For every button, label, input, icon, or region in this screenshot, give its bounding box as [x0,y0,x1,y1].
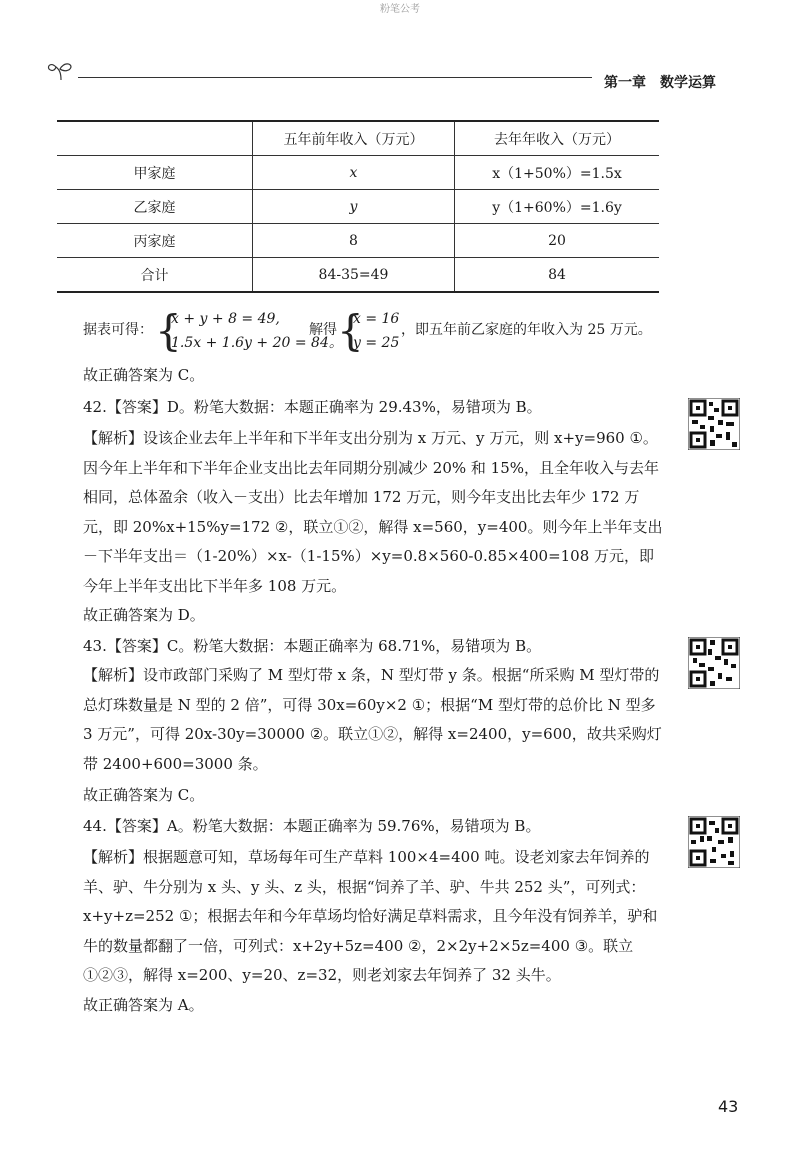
chapter-title: 数学运算 [660,75,716,91]
answer-line: 故正确答案为 C。 [83,786,205,804]
last-income-cell: 20 [455,224,660,258]
system1-line2: 1.5x + 1.6y + 20 = 84。 [171,335,343,351]
question-44-analysis: 【解析】根据题意可知，草场每年可生产草料 100×4=400 吨。设老刘家去年饲养的羊、驴、牛分别为 x 头、y 头、z 头，根据“饲养了羊、驴、牛共 252 头”，可列式：x+y+z=252 ①；根据去年和今年草场均恰好满足草料需求，且今年没有饲养羊，驴和牛的数量都翻了一倍，可列式：x+2y+5z=400 ②，2×2y+2×5z=400 ③。联立①②③，解得 x=200、y=20、z=32，则老刘家去年饲养了 32 头牛。 [83,848,658,984]
question-44-head: 44.【答案】A。粉笔大数据：本题正确率为 59.76%，易错项为 B。 [83,817,541,835]
qr-code-graphic [688,398,740,450]
answer-line: 故正确答案为 A。 [83,996,204,1014]
question-43-head: 43.【答案】C。粉笔大数据：本题正确率为 68.71%，易错项为 B。 [83,637,542,655]
qr-code-graphic [688,637,740,689]
qr-code-icon[interactable] [688,637,740,689]
table-row [57,258,659,293]
qr-code-icon[interactable] [688,398,740,450]
system1-line1: x + y + 8 = 49, [171,311,280,327]
question-42-head: 42.【答案】D。粉笔大数据：本题正确率为 29.43%，易错项为 B。 [83,398,542,416]
left-brace: { [155,306,182,355]
qr-code-icon[interactable] [688,816,740,868]
left-brace: { [337,306,364,355]
question-43-analysis: 【解析】设市政部门采购了 M 型灯带 x 条，N 型灯带 y 条。根据“所采购 M 型灯带的总灯珠数量是 N 型的 2 倍”，可得 30x=60y×2 ①；根据“M 型灯带的总价比 N 型多 3 万元”，可得 20x-30y=30000 ②。联立①②，解得 x=2400，y=600，故共采购灯带 2400+600=3000 条。 [83,666,662,773]
equation-middle: 解得 [309,322,337,338]
row-label: 甲家庭 [57,156,253,190]
table-header-cell: 去年年收入（万元） [455,121,660,156]
past-income-cell: y [253,190,455,224]
system2-line2: y = 25 [353,335,400,351]
last-income-cell: y（1+60%）=1.6y [455,190,660,224]
qr-code-graphic [688,816,740,868]
past-income-cell: x [253,156,455,190]
table-header-cell: 五年前年收入（万元） [253,121,455,156]
answer-line: 故正确答案为 C。 [83,366,205,384]
row-label: 合计 [57,258,253,293]
table-row [57,224,659,258]
last-income-cell: x（1+50%）=1.5x [455,156,660,190]
answer-line: 故正确答案为 D。 [83,606,205,624]
past-income-cell: 84-35=49 [253,258,455,293]
system2-line1: x = 16 [353,311,400,327]
sprout-icon [46,60,76,86]
row-label: 乙家庭 [57,190,253,224]
last-income-cell: 84 [455,258,660,293]
table-row [57,156,659,190]
chapter-number: 第一章 [604,75,646,91]
equation-suffix: ，即五年前乙家庭的年收入为 25 万元。 [401,322,652,338]
table-header-row [57,121,659,156]
table-header-cell [57,121,253,156]
question-42-analysis: 【解析】设该企业去年上半年和下半年支出分别为 x 万元、y 万元，则 x+y=960 ①。因今年上半年和下半年企业支出比去年同期分别减少 20% 和 15%，且全年收入与去年相同，总体盈余（收入－支出）比去年增加 172 万元，则今年支出比去年少 172 万元，即 20%x+15%y=172 ②，联立①②，解得 x=560，y=400。则今年上半年支出－下半年支出＝（1-20%）×x-（1-15%）×y=0.8×560-0.85×400=108 万元，即今年上半年支出比下半年多 108 万元。 [83,429,663,595]
row-label: 丙家庭 [57,224,253,258]
page-number: 43 [718,1097,739,1116]
past-income-cell: 8 [253,224,455,258]
chapter-heading [604,72,716,92]
header-rule [78,77,592,78]
income-table [57,120,659,293]
table-row [57,190,659,224]
top-watermark: 粉笔公考 [380,4,420,15]
equation-prefix: 据表可得： [83,322,153,338]
